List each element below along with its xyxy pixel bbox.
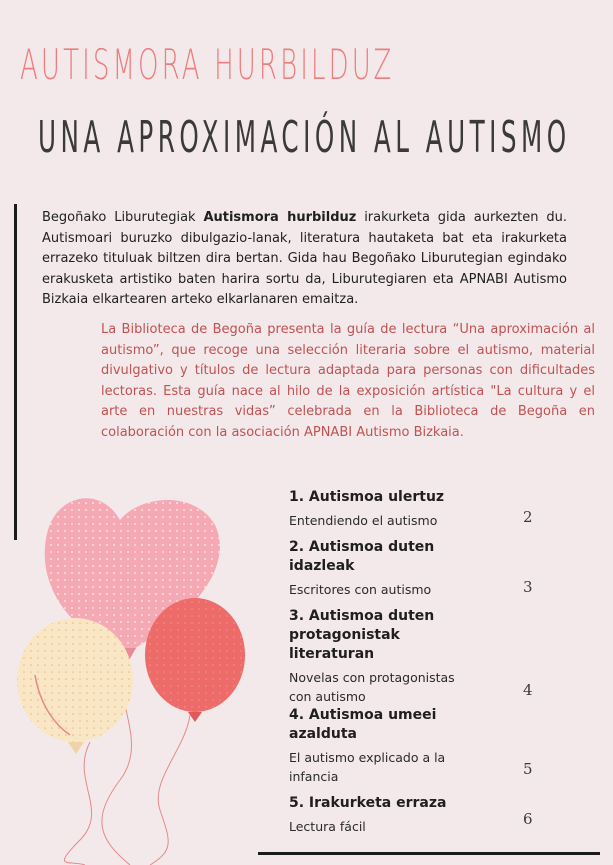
intro-basque	[42, 208, 567, 311]
toc-page-number: 2	[523, 508, 533, 526]
toc-entry-2[interactable]	[289, 538, 469, 599]
toc-title: 4. Autismoa umeei azalduta	[289, 707, 437, 742]
toc-entry-3[interactable]	[289, 607, 489, 706]
toc-title: 1. Autismoa ulertuz	[289, 489, 445, 505]
title-basque: AUTISMORA HURBILDUZ	[20, 40, 395, 89]
bottom-rule	[258, 852, 600, 855]
intro-basque-bold: Autismora hurbilduz	[203, 210, 357, 225]
balloons-illustration	[0, 480, 260, 865]
toc-subtitle: Entendiendo el autismo	[289, 513, 438, 528]
toc-title: 5. Irakurketa erraza	[289, 795, 447, 811]
red-balloon	[145, 598, 245, 722]
toc-title: 3. Autismoa duten protagonistak literaturan	[289, 608, 435, 662]
toc-page-number: 4	[523, 681, 533, 699]
toc-page-number: 6	[523, 810, 533, 828]
toc-subtitle: Novelas con protagonistas con autismo	[289, 670, 455, 704]
toc-page-number: 5	[523, 760, 533, 778]
toc-entry-4[interactable]	[289, 706, 469, 786]
intro-basque-pre: Begoñako Liburutegiak	[42, 210, 204, 225]
toc-entry-5[interactable]	[289, 794, 489, 836]
toc-subtitle: Lectura fácil	[289, 819, 366, 834]
toc-subtitle: El autismo explicado a la infancia	[289, 750, 446, 784]
intro-basque-post: irakurketa gida aurkezten du. Autismoari buruzko dibulgazio-lanak, literatura hautaketa bat eta irakurketa errazeko tituluak biltzen dira bertan. Gida hau Begoñako Liburutegian egindako erakusketa artistiko baten harira sortu da, Liburutegiaren eta APNABI Autismo Bizkaia elkartearen arteko elkarlanaren emaitza.	[42, 210, 567, 307]
toc-subtitle: Escritores con autismo	[289, 582, 432, 597]
toc-title: 2. Autismoa duten idazleak	[289, 539, 435, 574]
toc-entry-1[interactable]	[289, 488, 539, 530]
intro-spanish: La Biblioteca de Begoña presenta la guía de lectura “Una aproximación al autismo”, que recoge una selección literaria sobre el autismo, material divulgativo y títulos de lectura adaptada para personas con dificultades lectoras. Esta guía nace al hilo de la exposición artística "La cultura y el arte en nuestras vidas” celebrada en la Biblioteca de Begoña en colaboración con la asociación APNABI Autismo Bizkaia.	[101, 322, 595, 440]
toc-page-number: 3	[523, 578, 533, 596]
cream-balloon	[17, 618, 133, 754]
title-spanish: UNA APROXIMACIÓN AL AUTISMO	[38, 112, 571, 163]
